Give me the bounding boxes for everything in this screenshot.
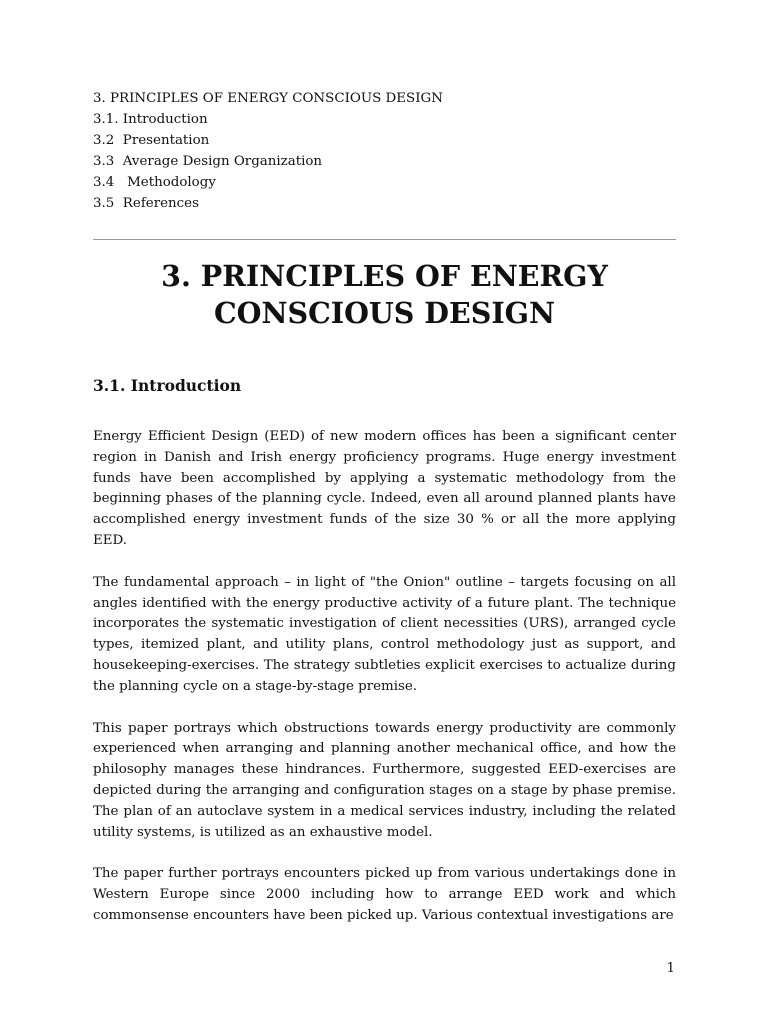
title-line-2: CONSCIOUS DESIGN	[213, 296, 556, 330]
paragraph: This paper portrays which obstructions towards energy productivity are commonly experienced when arranging and planning another mechanical office, and how the philosophy manages these hindrances. Furthermore, suggested EED-exercises are depicted during the arranging and configuration stages on a stage by phase premise. The plan of an autoclave system in a medical services industry, including the related utility systems, is utilized as an exhaustive model.	[93, 720, 676, 840]
toc-item: 3. PRINCIPLES OF ENERGY CONSCIOUS DESIGN	[93, 91, 443, 106]
title-line-1: 3. PRINCIPLES OF ENERGY	[161, 259, 608, 293]
paragraph: The fundamental approach – in light of "the Onion" outline – targets focusing on all angles identified with the energy productive activity of a future plant. The technique incorporates the systematic investigation of client necessities (URS), arranged cycle types, itemized plant, and utility plans, control methodology just as support, and housekeeping-exercises. The strategy subtleties explicit exercises to actualize during the planning cycle on a stage-by-stage premise.	[93, 574, 676, 694]
toc-item: 3.5 References	[93, 196, 199, 211]
toc-item: 3.3 Average Design Organization	[93, 154, 323, 169]
toc-item: 3.1. Introduction	[93, 112, 208, 127]
page-title	[93, 258, 676, 332]
toc-item: 3.2 Presentation	[93, 133, 210, 148]
body-text	[93, 427, 676, 948]
toc-item: 3.4 Methodology	[93, 175, 216, 190]
paragraph: The paper further portrays encounters picked up from various undertakings done in Western Europe since 2000 including how to arrange EED work and which commonsense encounters have been picked up. Various contextual investigations are	[93, 866, 676, 923]
horizontal-divider	[93, 239, 676, 240]
table-of-contents	[93, 88, 443, 214]
section-heading: 3.1. Introduction	[93, 376, 242, 395]
paragraph: Energy Efficient Design (EED) of new modern offices has been a significant center region in Danish and Irish energy proficiency programs. Huge energy investment funds have been accomplished by applying a systematic methodology from the beginning phases of the planning cycle. Indeed, even all around planned plants have accomplished energy investment funds of the size 30 % or all the more applying EED.	[93, 429, 676, 548]
page-number: 1	[666, 961, 675, 976]
